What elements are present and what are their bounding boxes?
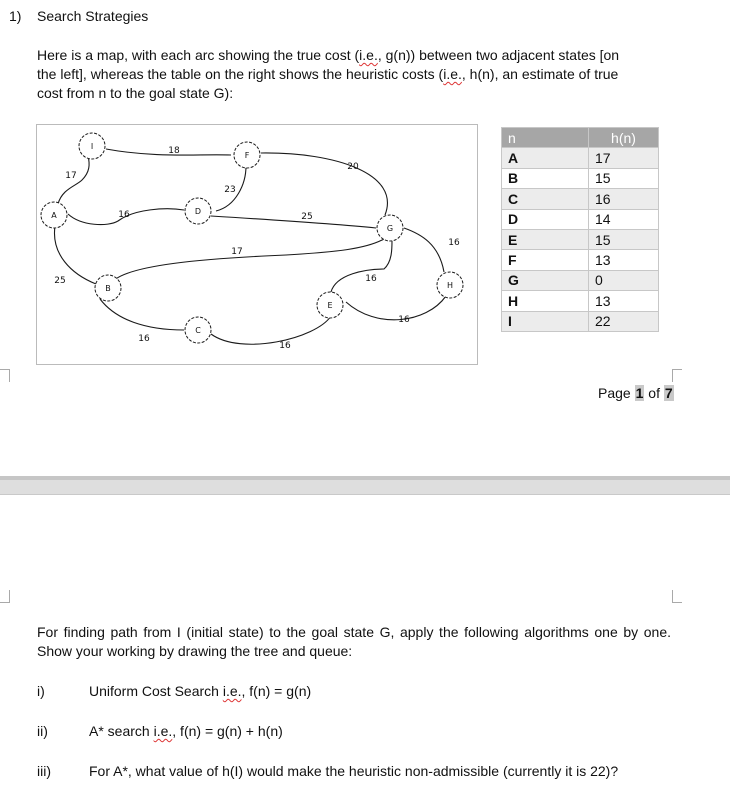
page-of: of xyxy=(648,385,660,401)
table-row xyxy=(502,291,659,311)
crop-mark-top-right xyxy=(672,369,682,382)
edge-D-G xyxy=(211,216,376,228)
edge-cost-A-B: 25 xyxy=(54,276,66,286)
heuristic-cell: 13 xyxy=(589,291,659,311)
node-cell: H xyxy=(502,291,589,311)
item-2-number: ii) xyxy=(37,723,48,739)
table-row xyxy=(502,189,659,209)
table-row xyxy=(502,229,659,249)
crop-mark-bottom-left xyxy=(0,590,10,603)
table-row xyxy=(502,209,659,229)
item-3-number: iii) xyxy=(37,763,51,779)
intro-line-3: cost from n to the goal state G): xyxy=(37,85,234,101)
node-F-label: F xyxy=(244,151,250,160)
heuristic-cell: 0 xyxy=(589,270,659,290)
node-I-label: I xyxy=(90,142,94,151)
edge-cost-D-F: 23 xyxy=(224,185,236,195)
node-B-label: B xyxy=(105,284,111,293)
intro-line-2: the left], whereas the table on the right shows the heuristic costs (i.e., h(n), an estimate of true xyxy=(37,66,619,82)
node-D-label: D xyxy=(194,207,202,216)
edge-cost-B-G: 17 xyxy=(231,247,243,257)
table-row xyxy=(502,250,659,270)
instructions-paragraph: For finding path from I (initial state) to the goal state G, apply the following algorithms one by one. Show your working by drawing the tree and queue: xyxy=(37,624,671,659)
crop-mark-bottom-right xyxy=(672,590,682,603)
heuristic-cell: 15 xyxy=(589,229,659,249)
edge-cost-E-G: 16 xyxy=(365,274,377,284)
edge-C-E xyxy=(211,316,331,344)
item-1-number: i) xyxy=(37,683,45,699)
heuristic-cell: 17 xyxy=(589,148,659,168)
page-current: 1 xyxy=(635,385,644,401)
search-graph-map xyxy=(36,124,478,365)
heuristic-cell: 14 xyxy=(589,209,659,229)
heuristic-cell: 13 xyxy=(589,250,659,270)
table-row xyxy=(502,168,659,188)
table-row xyxy=(502,148,659,168)
node-cell: D xyxy=(502,209,589,229)
node-cell: A xyxy=(502,148,589,168)
node-cell: C xyxy=(502,189,589,209)
item-2-text: A* search i.e., f(n) = g(n) + h(n) xyxy=(89,723,283,739)
node-cell: E xyxy=(502,229,589,249)
edge-E-H xyxy=(346,296,446,320)
node-E-label: E xyxy=(327,301,333,310)
item-1-text: Uniform Cost Search i.e., f(n) = g(n) xyxy=(89,683,312,699)
edge-cost-B-C: 16 xyxy=(138,334,150,344)
heuristic-table xyxy=(501,127,659,332)
edge-F-G xyxy=(261,153,387,215)
node-A-label: A xyxy=(51,211,57,220)
table-row xyxy=(502,311,659,331)
node-H-label: H xyxy=(446,281,454,290)
edge-cost-G-H: 16 xyxy=(448,238,460,248)
node-cell: G xyxy=(502,270,589,290)
page-prefix: Page xyxy=(598,385,631,401)
question-number: 1) xyxy=(9,8,22,24)
node-C-label: C xyxy=(195,326,201,335)
header-n: n xyxy=(502,128,589,148)
page-gap xyxy=(0,480,730,495)
edge-cost-C-E: 16 xyxy=(279,341,291,351)
edge-B-G xyxy=(110,239,384,286)
node-cell: F xyxy=(502,250,589,270)
edge-cost-D-G: 25 xyxy=(301,212,313,222)
heuristic-cell: 22 xyxy=(589,311,659,331)
edge-E-G xyxy=(331,241,392,292)
edge-cost-I-F: 18 xyxy=(168,146,180,156)
heuristic-cell: 15 xyxy=(589,168,659,188)
heuristic-cell: 16 xyxy=(589,189,659,209)
node-cell: B xyxy=(502,168,589,188)
edge-cost-A-D: 16 xyxy=(118,210,130,220)
heuristic-table-header xyxy=(502,128,659,148)
crop-mark-top-left xyxy=(0,369,10,382)
edge-G-H xyxy=(404,228,444,272)
item-3-text: For A*, what value of h(I) would make the heuristic non-admissible (currently it is 22)? xyxy=(89,763,619,779)
page-total: 7 xyxy=(664,385,673,401)
intro-paragraph xyxy=(37,46,667,103)
edge-B-C xyxy=(100,299,184,330)
edge-cost-F-G: 20 xyxy=(347,162,359,172)
intro-line-1: Here is a map, with each arc showing the true cost (i.e., g(n)) between two adjacent states [on xyxy=(37,47,620,63)
table-row xyxy=(502,270,659,290)
edge-cost-E-H: 16 xyxy=(398,315,410,325)
node-G-label: G xyxy=(386,224,394,233)
question-title: Search Strategies xyxy=(37,8,149,24)
page-indicator xyxy=(598,385,674,401)
node-cell: I xyxy=(502,311,589,331)
edge-cost-A-I: 17 xyxy=(65,171,77,181)
header-hn: h(n) xyxy=(589,128,659,148)
